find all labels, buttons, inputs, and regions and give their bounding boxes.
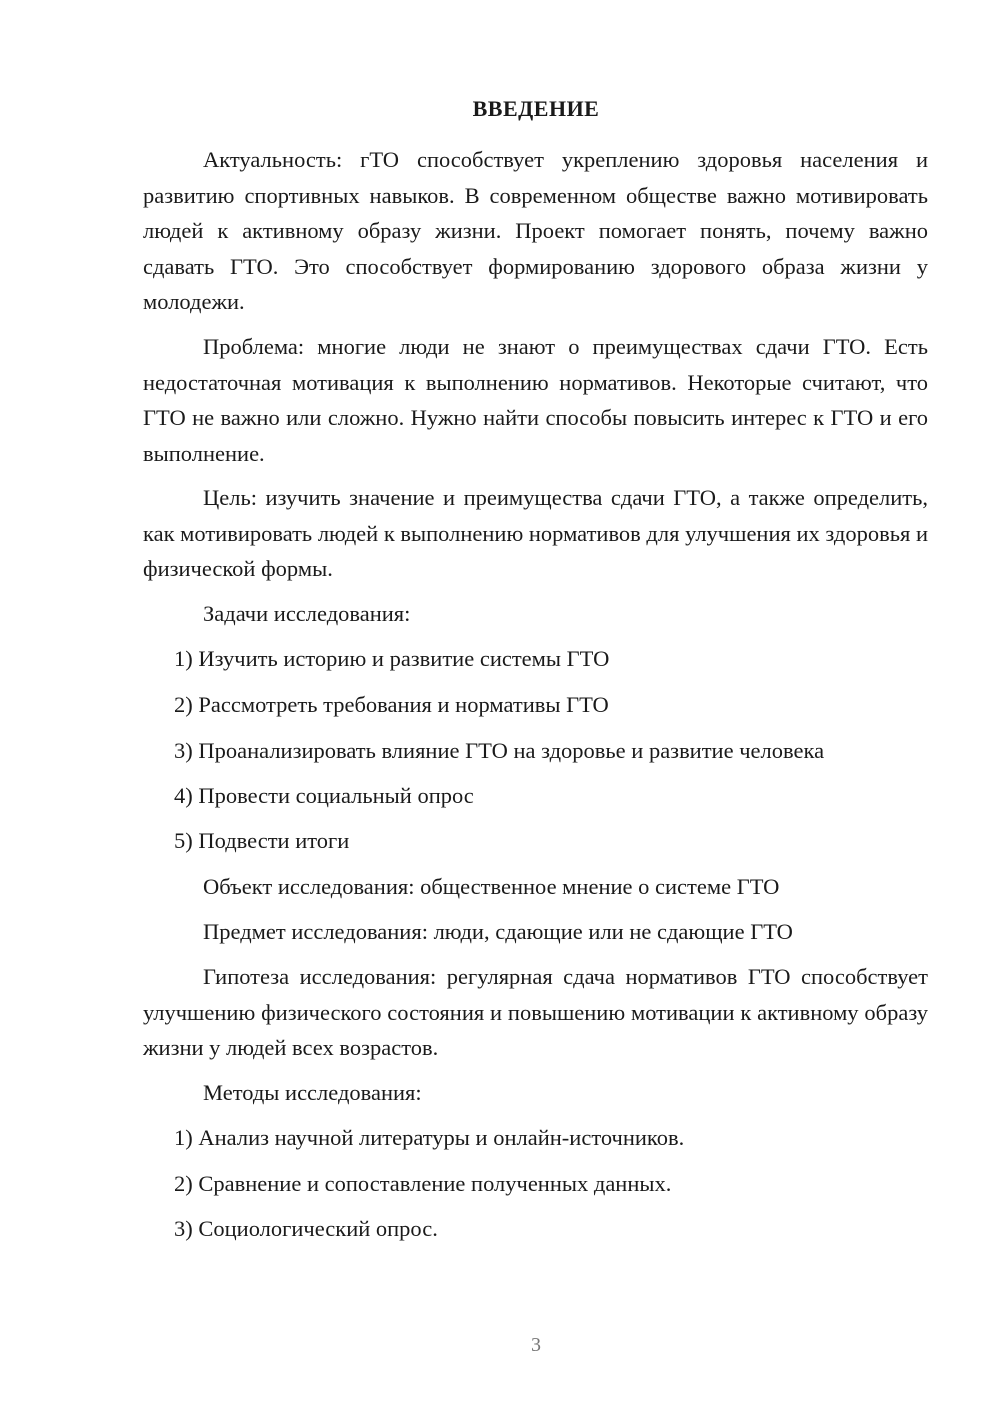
- method-item: 1) Анализ научной литературы и онлайн-источников.: [174, 1125, 685, 1150]
- paragraph-hypothesis: Гипотеза исследования: регулярная сдача нормативов ГТО способствует улучшению физического состояния и повышению мотивации к активному образу жизни у людей всех возрастов.: [143, 964, 928, 1060]
- paragraph-problem: Проблема: многие люди не знают о преимуществах сдачи ГТО. Есть недостаточная мотивация к выполнению нормативов. Некоторые считают, что ГТО не важно или сложно. Нужно найти способы повысить интерес к ГТО и его выполнение.: [143, 334, 928, 466]
- task-item: 3) Проанализировать влияние ГТО на здоровье и развитие человека: [174, 738, 825, 763]
- method-item: 3) Социологический опрос.: [174, 1216, 438, 1241]
- method-item: 2) Сравнение и сопоставление полученных данных.: [174, 1171, 672, 1196]
- research-object: Объект исследования: общественное мнение о системе ГТО: [203, 874, 780, 899]
- task-item: 2) Рассмотреть требования и нормативы ГТО: [174, 692, 609, 717]
- research-subject: Предмет исследования: люди, сдающие или не сдающие ГТО: [203, 919, 793, 944]
- methods-label: Методы исследования:: [203, 1080, 422, 1105]
- paragraph-goal: Цель: изучить значение и преимущества сдачи ГТО, а также определить, как мотивировать людей к выполнению нормативов для улучшения их здоровья и физической формы.: [143, 485, 928, 581]
- task-item: 4) Провести социальный опрос: [174, 783, 474, 808]
- paragraph-actuality: Актуальность: гТО способствует укреплению здоровья населения и развитию спортивных навыков. В современном обществе важно мотивировать людей к активному образу жизни. Проект помогает понять, почему важно сдавать ГТО. Это способствует формированию здорового образа жизни у молодежи.: [143, 147, 928, 314]
- task-item: 1) Изучить историю и развитие системы ГТО: [174, 646, 610, 671]
- tasks-label: Задачи исследования:: [203, 601, 411, 626]
- section-title: ВВЕДЕНИЕ: [472, 96, 600, 121]
- page-number: 3: [531, 1334, 541, 1356]
- task-item: 5) Подвести итоги: [174, 828, 350, 853]
